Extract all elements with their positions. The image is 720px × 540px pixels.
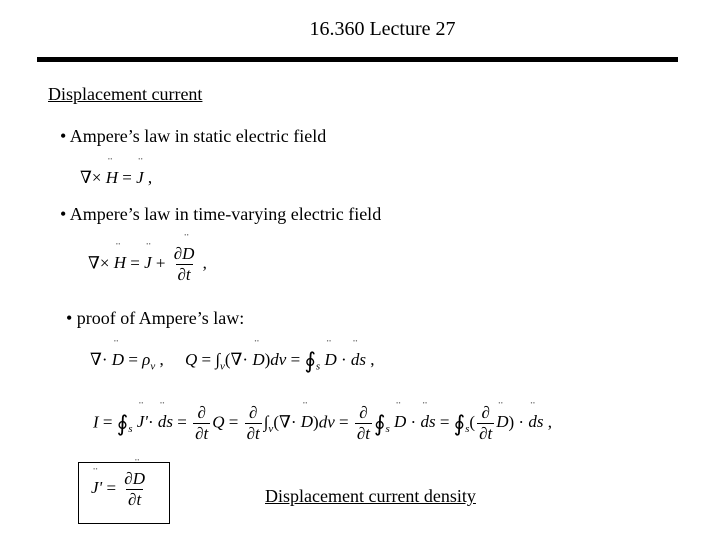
- equation-displacement-current-density: ¨ J' = $\frac{\partial¨ D}{\partial t}$: [91, 469, 149, 510]
- bullet-static-field: • Ampere’s law in static electric field: [60, 126, 327, 146]
- bullet-proof: • proof of Ampere’s law:: [66, 308, 245, 328]
- equation-ampere-time-varying: ∇× ¨ H = ¨ J + $\frac{\partial¨ D}{\partial t}$ ,: [88, 244, 207, 285]
- equation-current-derivation: $I = ∮_s$ ¨ J'· ¨ ds = $\frac{\partial}{\partial t}$ Q = $\frac{\partial}{\partial t}$ $\int_v(\nabla\cdot$ ¨ D)dv = $\frac{\partial}{\partial t}$ $∮_s$ ¨ D · ¨ ds = $∮_s$( $\frac{\partial}{\partial t}$ ¨ D) · ¨ ds ,: [93, 403, 552, 444]
- section-heading: Displacement current: [48, 84, 203, 104]
- displacement-current-box: [78, 462, 170, 524]
- bullet-time-varying-field: • Ampere’s law in time-varying electric field: [60, 204, 382, 224]
- title-divider: [37, 57, 678, 62]
- equation-gauss-law: ∇· ¨ $D = \rho_v$ , $Q = \int_v(\nabla\cdot$ ¨ $D)dv = ∮_s$ ¨ D · ¨ ds ,: [90, 348, 375, 374]
- caption-displacement-current-density: Displacement current density: [265, 486, 476, 506]
- equation-ampere-static: ∇× ¨ H = ¨ J ,: [80, 168, 152, 188]
- page-title: 16.360 Lecture 27: [309, 18, 456, 40]
